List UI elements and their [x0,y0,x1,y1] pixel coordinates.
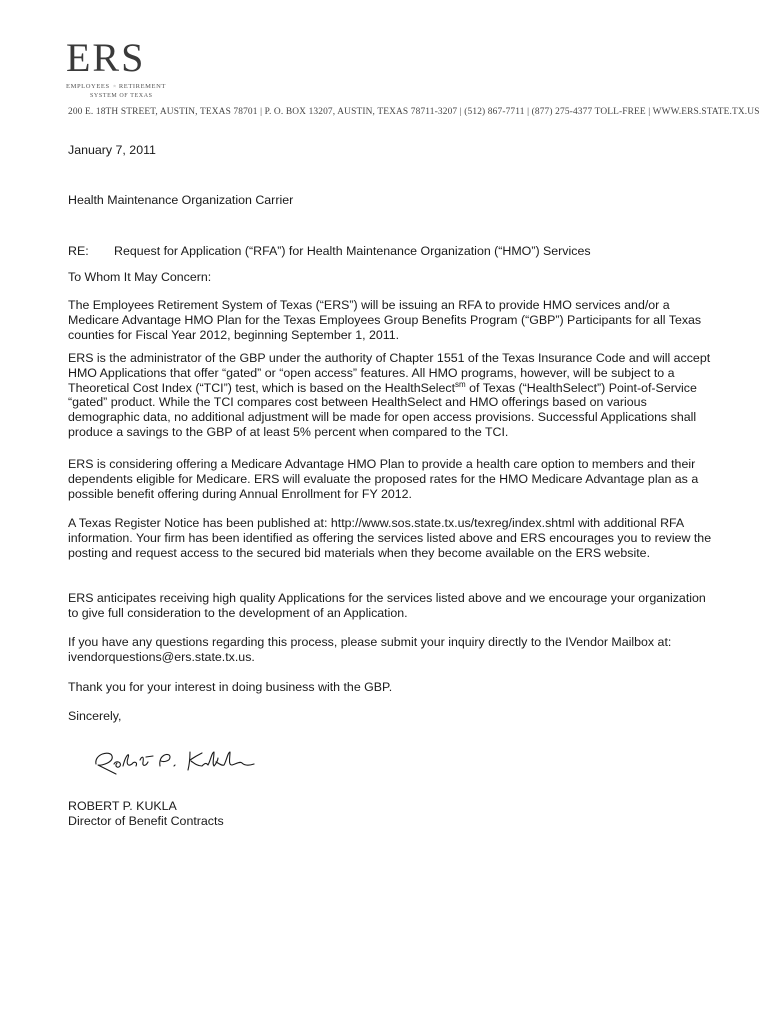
recipient-text: Health Maintenance Organization Carrier [68,193,294,207]
signer-name: ROBERT P. KUKLA [68,799,177,813]
salutation-text: To Whom It May Concern: [68,270,212,284]
paragraph-2-text [68,351,718,440]
texas-star-icon [113,80,116,92]
letter-re-line [68,244,718,259]
paragraph-7-text: Thank you for your interest in doing business with the GBP. [68,680,393,694]
handwritten-signature [90,744,260,778]
date-text: January 7, 2011 [68,143,156,157]
paragraph-2-part-a: ERS is the administrator of the GBP under the authority of Chapter 1551 of the Texas Insurance Code and will accept HMO Applications that offer “gated” or “open access” features. All HMO programs, however, will be subject to a Theoretical Cost Index (“TCI”) test, which is based on the HealthSelect [68,351,711,395]
paragraph-2 [68,351,718,440]
paragraph-2-part-b: of Texas (“HealthSelect”) Point-of-Service “gated” product. While the TCI compares cost between HealthSelect and HMO offerings based on various demographic data, no additional adjustment will be made for open access provisions. Successful Applications shall produce a savings to the GBP of at least 5% percent when compared to the TCI. [68,380,697,439]
paragraph-1-text: The Employees Retirement System of Texas (“ERS”) will be issuing an RFA to provide HMO services and/or a Medicare Advantage HMO Plan for the Texas Employees Group Benefits Program (“GBP”) Participants for all Texas counties for Fiscal Year 2012, beginning September 1, 2011. [68,298,702,342]
ers-logo [66,35,166,99]
paragraph-5 [68,591,718,621]
closing-text: Sincerely, [68,709,122,723]
closing [68,709,718,724]
logo-tagline-left: EMPLOYEES [66,82,110,90]
service-mark: sm [455,379,466,389]
salutation [68,270,718,285]
logo-mark: ERS [66,35,146,80]
paragraph-4-text: A Texas Register Notice has been published at: http://www.sos.state.tx.us/texreg/index.shtml with additional RFA information. Your firm has been identified as offering the services listed above and ERS encourages you to review the posting and request access to the secured bid materials when they become available on the ERS website. [68,516,712,560]
re-subject: Request for Application (“RFA”) for Health Maintenance Organization (“HMO”) Services [114,244,591,258]
letter-recipient [68,193,718,208]
logo-tagline-bottom: SYSTEM OF TEXAS [90,93,153,99]
paragraph-7 [68,680,718,695]
paragraph-5-text: ERS anticipates receiving high quality Applications for the services listed above and we encourage your organization to give full consideration to the development of an Application. [68,591,706,620]
signature-block [68,799,718,829]
paragraph-6 [68,635,718,665]
paragraph-1 [68,298,718,342]
paragraph-4 [68,516,718,560]
letter-date [68,143,718,158]
logo-tagline [66,80,166,92]
re-label: RE: [68,244,89,258]
paragraph-6-text: If you have any questions regarding this process, please submit your inquiry directly to the IVendor Mailbox at: ivendorquestions@ers.state.tx.us. [68,635,672,664]
paragraph-3-text: ERS is considering offering a Medicare Advantage HMO Plan to provide a health care option to members and their dependents eligible for Medicare. ERS will evaluate the proposed rates for the HMO Medicare Advantage plan as a possible benefit offering during Annual Enrollment for FY 2012. [68,457,699,501]
letterhead-address: 200 E. 18TH STREET, AUSTIN, TEXAS 78701 | P. O. BOX 13207, AUSTIN, TEXAS 78711-3207 | (512) 867-7711 | (877) 275-4377 TOLL-FREE | WWW.ERS.STATE.TX.US [68,107,760,117]
paragraph-3 [68,457,718,501]
signer-title: Director of Benefit Contracts [68,813,224,828]
logo-tagline-right: RETIREMENT [118,82,166,90]
